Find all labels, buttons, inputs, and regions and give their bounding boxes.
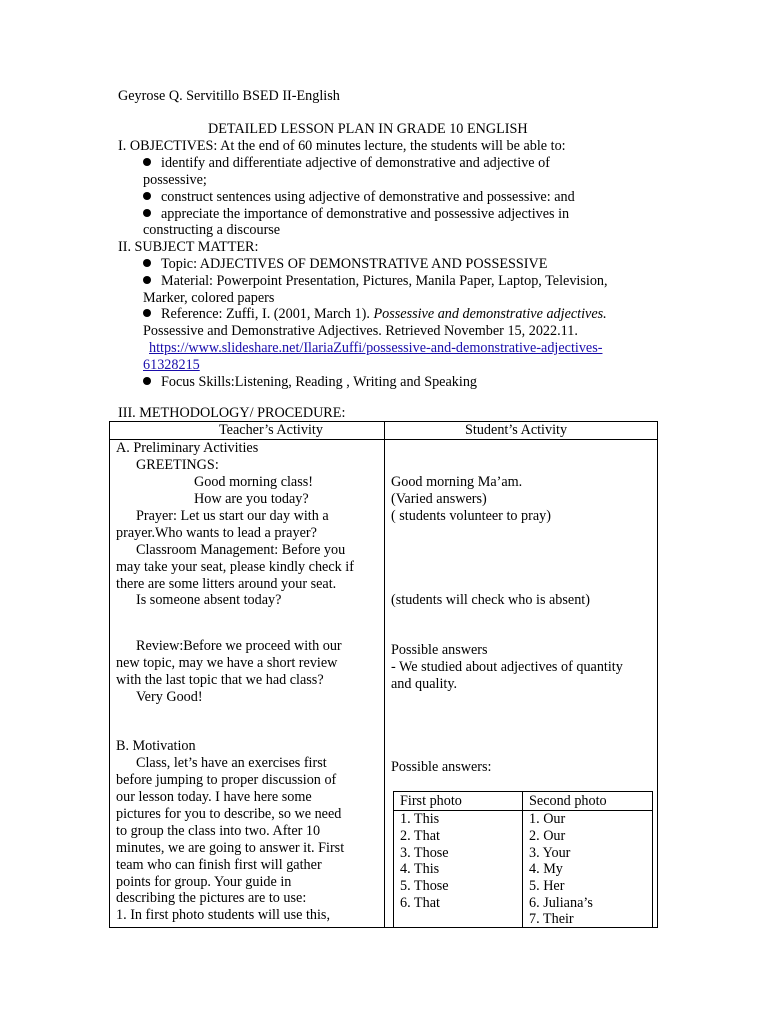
bullet-icon	[143, 377, 151, 385]
student-activity-header: Student’s Activity	[465, 422, 568, 438]
teacher-line: describing the pictures are to use:	[116, 890, 307, 906]
teacher-line: Very Good!	[136, 689, 203, 705]
student-line: Good morning Ma’am.	[391, 474, 523, 490]
answer-second: 3. Your	[529, 845, 571, 861]
teacher-line: Good morning class!	[194, 474, 314, 490]
bullet-icon	[143, 259, 151, 267]
teacher-line: may take your seat, please kindly check if	[116, 559, 354, 575]
answer-second: 6. Juliana’s	[529, 895, 593, 911]
bullet-icon	[143, 309, 151, 317]
objective-item-1: identify and differentiate adjective of demonstrative and adjective of	[143, 155, 550, 172]
teacher-line: Is someone absent today?	[136, 592, 282, 608]
bullet-icon	[143, 158, 151, 166]
author-line: Geyrose Q. Servitillo BSED II-English	[118, 88, 340, 104]
focus-skills-item: Focus Skills:Listening, Reading , Writing and Speaking	[143, 374, 477, 391]
objectives-heading: I. OBJECTIVES: At the end of 60 minutes lecture, the students will be able to:	[118, 138, 566, 154]
student-line: (Varied answers)	[391, 491, 487, 507]
material-item-cont: Marker, colored papers	[143, 290, 275, 306]
bullet-icon	[143, 209, 151, 217]
material-item: Material: Powerpoint Presentation, Pictures, Manila Paper, Laptop, Television,	[143, 273, 608, 290]
subject-matter-heading: II. SUBJECT MATTER:	[118, 239, 259, 255]
objective-item-3-cont: constructing a discourse	[143, 222, 281, 238]
bullet-icon	[143, 192, 151, 200]
teacher-line: with the last topic that we had class?	[116, 672, 324, 688]
answers-header-first: First photo	[400, 793, 462, 809]
teacher-line: prayer.Who wants to lead a prayer?	[116, 525, 317, 541]
teacher-line: minutes, we are going to answer it. First	[116, 840, 345, 856]
answer-second: 1. Our	[529, 811, 566, 827]
teacher-line: How are you today?	[194, 491, 309, 507]
page-title: DETAILED LESSON PLAN IN GRADE 10 ENGLISH	[208, 121, 528, 137]
answers-header-second: Second photo	[529, 793, 607, 809]
answers-table	[393, 791, 653, 927]
answer-second: 4. My	[529, 861, 563, 877]
student-line: Possible answers	[391, 642, 488, 658]
teacher-line: 1. In first photo students will use this,	[116, 907, 330, 923]
teacher-line: points for group. Your guide in	[116, 874, 292, 890]
objective-item-1-cont: possessive;	[143, 172, 207, 188]
teacher-line: pictures for you to describe, so we need	[116, 806, 342, 822]
teacher-line: our lesson today. I have here some	[116, 789, 312, 805]
student-line: - We studied about adjectives of quantity	[391, 659, 623, 675]
methodology-heading: III. METHODOLOGY/ PROCEDURE:	[118, 405, 346, 421]
answer-second: 7. Their	[529, 911, 574, 927]
reference-item-cont: Possessive and Demonstrative Adjectives. Retrieved November 15, 2022.11.	[143, 323, 578, 339]
answer-first: 5. Those	[400, 878, 449, 894]
teacher-line: A. Preliminary Activities	[116, 440, 259, 456]
teacher-line: to group the class into two. After 10	[116, 823, 321, 839]
teacher-line: new topic, may we have a short review	[116, 655, 338, 671]
answer-first: 2. That	[400, 828, 440, 844]
answer-first: 4. This	[400, 861, 440, 877]
objective-item-2: construct sentences using adjective of demonstrative and possessive: and	[143, 189, 575, 206]
answer-first: 1. This	[400, 811, 440, 827]
answer-first: 6. That	[400, 895, 440, 911]
student-line: (students will check who is absent)	[391, 592, 590, 608]
answer-first: 3. Those	[400, 845, 449, 861]
reference-link[interactable]: https://www.slideshare.net/IlariaZuffi/possessive-and-demonstrative-adjectives-	[149, 340, 603, 356]
answer-second: 5. Her	[529, 878, 565, 894]
procedure-table	[109, 421, 658, 928]
answer-second: 2. Our	[529, 828, 566, 844]
bullet-icon	[143, 276, 151, 284]
teacher-activity-header: Teacher’s Activity	[219, 422, 323, 438]
teacher-line: B. Motivation	[116, 738, 196, 754]
student-line: ( students volunteer to pray)	[391, 508, 551, 524]
teacher-line: there are some litters around your seat.	[116, 576, 337, 592]
teacher-line: Prayer: Let us start our day with a	[136, 508, 329, 524]
teacher-line: before jumping to proper discussion of	[116, 772, 337, 788]
reference-title: Possessive and demonstrative adjectives.	[373, 306, 607, 322]
teacher-line: Classroom Management: Before you	[136, 542, 346, 558]
teacher-line: team who can finish first will gather	[116, 857, 322, 873]
teacher-line: Class, let’s have an exercises first	[136, 755, 327, 771]
topic-item: Topic: ADJECTIVES OF DEMONSTRATIVE AND POSSESSIVE	[143, 256, 547, 273]
teacher-line: GREETINGS:	[136, 457, 219, 473]
student-line: and quality.	[391, 676, 458, 692]
reference-link-cont[interactable]: 61328215	[143, 357, 200, 373]
teacher-line: Review:Before we proceed with our	[136, 638, 342, 654]
objective-item-3: appreciate the importance of demonstrative and possessive adjectives in	[143, 206, 569, 223]
reference-item: Reference: Zuffi, I. (2001, March 1). Possessive and demonstrative adjectives.	[143, 306, 607, 323]
student-line: Possible answers:	[391, 759, 492, 775]
